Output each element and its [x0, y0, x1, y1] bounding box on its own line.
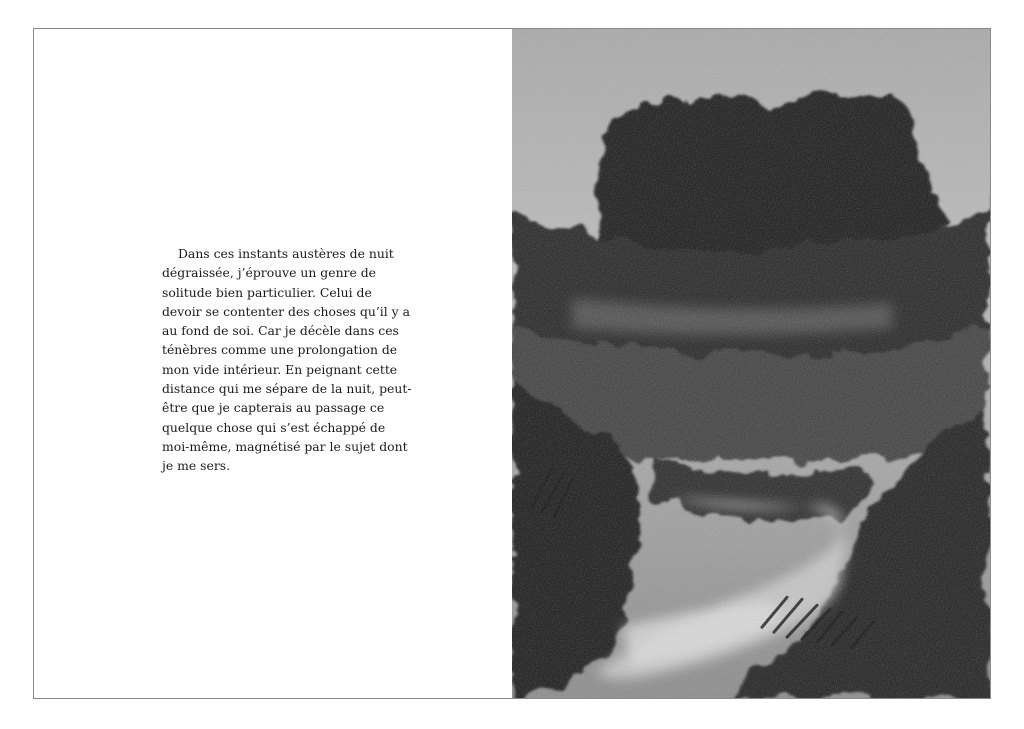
charcoal-landscape-artwork — [512, 29, 990, 698]
text-line: solitude bien particulier. Celui de — [162, 284, 372, 300]
left-page — [34, 29, 512, 698]
text-line: ténèbres comme une prolongation de — [162, 342, 398, 358]
text-line: distance qui me sépare de la nuit, peut- — [162, 381, 412, 397]
right-page — [512, 29, 990, 698]
text-line: au fond de soi. Car je décèle dans ces — [162, 323, 399, 339]
text-line: dégraissée, j’éprouve un genre de — [162, 265, 377, 281]
text-line: être que je capterais au passage ce — [162, 400, 385, 416]
text-line: moi-même, magnétisé par le sujet dont — [162, 438, 408, 454]
text-line: quelque chose qui s’est échappé de — [162, 419, 386, 435]
text-line: devoir se contenter des choses qu’il y a — [162, 303, 410, 319]
text-line: je me sers. — [162, 458, 231, 474]
text-line: mon vide intérieur. En peignant cette — [162, 361, 398, 377]
text-line: Dans ces instants austères de nuit — [178, 246, 394, 261]
paper-grain — [512, 29, 990, 698]
text-paragraph — [162, 244, 412, 476]
book-spread — [33, 28, 991, 699]
